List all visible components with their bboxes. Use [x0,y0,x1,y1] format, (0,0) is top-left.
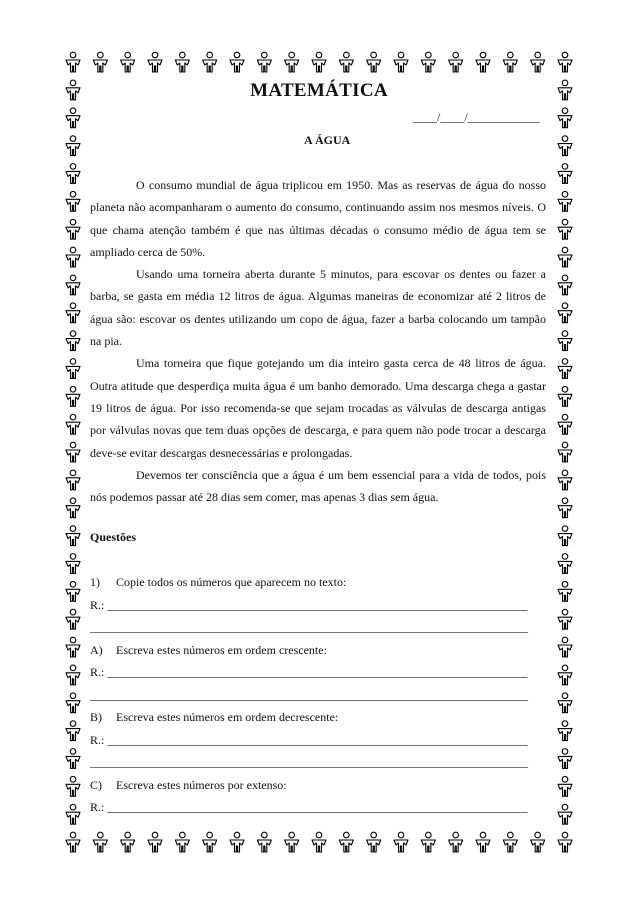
person-figure-icon [66,414,80,434]
person-figure-icon [66,442,80,462]
person-figure-icon [558,609,572,629]
person-figure-icon [558,108,572,128]
questions-heading: Questões [90,530,136,544]
questions-section [90,527,550,819]
person-figure-icon [394,52,408,72]
person-figure-icon [558,721,572,741]
answer-line[interactable]: _________________________________________________________________________ [90,755,528,769]
person-figure-icon [558,526,572,546]
paragraph: Uma torneira que fique gotejando um dia inteiro gasta cerca de 48 litros de água. Outra atitude que desperdiça muita água é um banho demorado. Uma descarga chega a gastar 19 litros de água. Por isso recomenda-se que sejam trocadas as válvulas de descarga antigas por válvulas novas que tem duas opções de descarga, e para quem não pode trocar a descarga deve-se evitar descargas desnecessárias e prolongadas. [90,356,546,460]
person-figure-icon [339,52,353,72]
page-title: MATEMÁTICA [250,80,388,101]
person-figure-icon [66,637,80,657]
article-title: A ÁGUA [304,133,351,147]
person-figure-icon [121,52,135,72]
question-text: Escreva estes números em ordem crescente: [116,642,327,657]
person-figure-icon [203,832,217,852]
answer-line[interactable]: R.: ______________________________________________________________________ [90,665,528,679]
paragraph: O consumo mundial de água triplicou em 1950. Mas as reservas de água do nosso planeta não acompanharam o aumento do consumo, continuando assim nos mesmos níveis. O que chama atenção também é que nas últimas décadas o consumo médio de água tem se ampliado cerca de 50%. [90,178,546,259]
person-figure-icon [394,832,408,852]
person-figure-icon [558,498,572,518]
person-figure-icon [367,832,381,852]
person-figure-icon [312,52,326,72]
person-figure-icon [558,275,572,295]
question-text: Escreva estes números por extenso: [116,777,287,792]
person-figure-icon [558,331,572,351]
person-figure-icon [66,526,80,546]
person-figure-icon [367,52,381,72]
person-figure-icon [558,191,572,211]
person-figure-icon [531,832,545,852]
person-figure-icon [66,749,80,769]
person-figure-icon [558,554,572,574]
person-figure-icon [449,52,463,72]
person-figure-icon [558,219,572,239]
person-figure-icon [66,554,80,574]
person-figure-icon [558,247,572,267]
person-figure-icon [66,136,80,156]
person-figure-icon [285,52,299,72]
person-figure-icon [476,832,490,852]
question-number: 1) [90,575,100,589]
person-figure-icon [230,52,244,72]
person-figure-icon [503,832,517,852]
person-figure-icon [558,665,572,685]
person-figure-icon [558,832,572,852]
person-figure-icon [503,52,517,72]
person-figure-icon [66,693,80,713]
person-figure-icon [66,776,80,796]
person-figure-icon [257,52,271,72]
question-item [90,706,550,774]
person-figure-icon [558,637,572,657]
person-figure-icon [93,52,107,72]
person-figure-icon [148,832,162,852]
person-figure-icon [66,804,80,824]
person-figure-icon [421,832,435,852]
person-figure-icon [421,52,435,72]
person-figure-icon [558,136,572,156]
question-text: Copie todos os números que aparecem no texto: [116,575,347,589]
date-field: ____/____/____________ [413,110,540,124]
question-item [90,639,550,707]
article-body [90,174,546,508]
person-figure-icon [558,303,572,323]
person-figure-icon [66,164,80,184]
person-figure-icon [66,247,80,267]
person-figure-icon [312,832,326,852]
answer-line[interactable]: _________________________________________________________________________ [90,687,528,702]
paragraph: Devemos ter consciência que a água é um bem essencial para a vida de todos, pois nós podemos passar até 28 dias sem comer, mas apenas 3 dias sem água. [90,467,546,505]
person-figure-icon [66,609,80,629]
person-figure-icon [531,52,545,72]
question-number: A) [90,642,103,657]
person-figure-icon [93,832,107,852]
person-figure-icon [257,832,271,852]
person-figure-icon [558,386,572,406]
person-figure-icon [175,52,189,72]
person-figure-icon [66,359,80,379]
person-figure-icon [285,832,299,852]
person-figure-icon [148,52,162,72]
person-figure-icon [558,52,572,72]
person-figure-icon [121,832,135,852]
answer-line[interactable]: _________________________________________________________________________ [90,620,528,634]
person-figure-icon [558,776,572,796]
paragraph: Usando uma torneira aberta durante 5 minutos, para escovar os dentes ou fazer a barba, se gasta em média 12 litros de água. Algumas maneiras de economizar até 2 litros de água são: escovar os dentes utilizando um copo de água, fazer a barba colocando um tampão na pia. [90,267,546,349]
question-text: Escreva estes números em ordem decrescente: [116,710,339,724]
person-figure-icon [558,359,572,379]
person-figure-icon [558,693,572,713]
person-figure-icon [66,386,80,406]
person-figure-icon [66,303,80,323]
person-figure-icon [476,52,490,72]
person-figure-icon [66,581,80,601]
person-figure-icon [449,832,463,852]
person-figure-icon [66,275,80,295]
person-figure-icon [66,219,80,239]
person-figure-icon [558,442,572,462]
person-figure-icon [66,498,80,518]
question-item [90,571,550,639]
person-figure-icon [66,665,80,685]
answer-line[interactable]: R.: ______________________________________________________________________ [90,800,528,814]
person-figure-icon [203,52,217,72]
answer-line[interactable]: R.: ______________________________________________________________________ [90,597,528,612]
person-figure-icon [66,52,80,72]
person-figure-icon [558,164,572,184]
person-figure-icon [66,470,80,490]
person-figure-icon [558,414,572,434]
person-figure-icon [66,721,80,741]
person-figure-icon [230,832,244,852]
person-figure-icon [339,832,353,852]
answer-line[interactable]: R.: ______________________________________________________________________ [90,732,528,747]
person-figure-icon [66,331,80,351]
person-figure-icon [558,581,572,601]
person-figure-icon [66,191,80,211]
question-number: C) [90,777,102,792]
person-figure-icon [558,470,572,490]
person-figure-icon [175,832,189,852]
question-item [90,774,550,819]
person-figure-icon [558,804,572,824]
person-figure-icon [66,108,80,128]
person-figure-icon [558,749,572,769]
question-number: B) [90,710,102,724]
person-figure-icon [66,832,80,852]
